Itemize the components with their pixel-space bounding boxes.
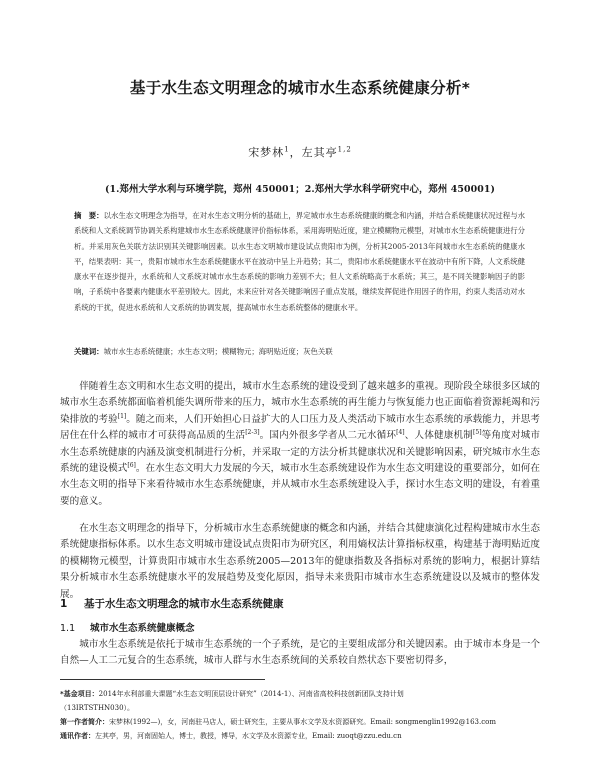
text-run: 、人体健康机制 [404,430,474,442]
text-run: 。随之而来，人们开始担心日益扩大的人口压力及人类活动下城市水生态系统的承载能力，并思考居住在什么样的城市才可获得高品质的生活 [60,413,541,442]
citation-ref: [4] [396,429,405,437]
footnote-first-author [60,715,540,729]
abstract-text: 以水生态文明理念为指导，在对水生态文明分析的基础上，界定城市水生态系统健康的概念和内涵，并结合系统健康状况过程与水系统和人文系统调节协调关系构建城市水生态系统健康评价指标体系，采用海明贴近度，建立模糊物元模型，对城市水生态系统健康进行分析。并采用灰色关联方法识别其关键影响因素。以水生态文明城市建设试点贵阳市为例，分析其2005-2013年间城市水生态系统的健康水平，结果表明：其一，贵阳市城市水生态系统健康水平在波动中呈上升趋势；其二，贵阳市水系统健康水平在波动中有所下降，人文系统健康水平在逐步提升，水系统和人文系统对城市水生态系统的影响力差别不大；但人文系统略高于水系统；其三，是不同关键影响因子的影响，子系统中各要素内健康水平差别较大。因此，未来应针对各关键影响因子重点发展，继续发挥促进作用因子的作用，约束人类活动对水系统的干扰，促进水系统和人文系统的协调发展，提高城市水生态系统整体的健康水平。 [74,211,525,312]
subsection-number: 1.1 [60,623,76,634]
text-run: 伴随着生态文明和水生态文明的提出，城市水生态系统的建设受到了越来越多的重视。现阶段全球很多区域的城市水生态系统都面临着机能失调所带来的压力，城市水生态系统的再生能力与恢复能力也正面临着资源耗竭和污染排放的考验 [60,381,540,425]
paper-title: 基于水生态文明理念的城市水生态系统健康分析* [129,79,471,97]
footnote-funding-cont: （13IRTSTHN030）。 [60,704,135,712]
body-paragraph [60,637,540,670]
footnote-label: 通讯作者： [60,732,95,740]
footnote-label: *基金项目： [60,690,99,698]
body-paragraph [60,379,540,510]
footnote-text: 左其亭，男，河南固始人，博士，教授，博导，水文学及水资源专业，Email: zuoqt@zzu.edu.cn [95,732,402,740]
footnote-label: 第一作者简介： [60,718,109,726]
keywords [74,345,525,359]
affiliation: (1.郑州大学水利与环境学院，郑州 450001；2.郑州大学水科学研究中心，郑州 450001) [104,184,496,195]
text-run: 。在水生态文明大力发展的今天，城市水生态系统建设作为水生态文明建设的重要部分，如何在水生态文明的指导下来看待城市水生态系统健康，并从城市水生态系统建设入手，探讨水生态文明的建设，有着重要的意义。 [60,463,541,507]
footnote-text: 宋梦林(1992—)，女，河南驻马店人，硕士研究生，主要从事水文学及水资源研究。Email: songmenglin1992@163.com [109,718,496,726]
footnote-funding [60,687,540,701]
citation-ref: [1] [117,412,127,420]
author-line [30,144,570,160]
subsection-title: 城市水生态系统健康概念 [90,623,195,634]
footnote-divider [60,679,265,680]
paragraph-text: 在水生态文明理念的指导下，分析城市水生态系统健康的概念和内涵，并结合其健康演化过程构建城市水生态系统健康指标体系。以水生态文明城市建设试点贵阳市为研究区，利用熵权法计算指标权重，构建基于海明贴近度的模糊物元模型，计算贵阳市城市水生态系统2005—2013年的健康指数及各指标对系统的影响力，根据计算结果分析城市水生态系统健康水平的发展趋势及变化原因，指导未来贵阳市城市水生态系统建设以及城市的整体发展。 [60,523,540,600]
abstract [74,208,525,315]
footnote-corresponding-author [60,729,540,743]
text-run: 等角度对城市水生态系统健康的内涵及演变机制进行分析，并采取一定的方法分析其健康状况和关键影响因素，研究城市水生态系统的建设模式 [60,430,541,475]
keywords-label: 关键词： [74,347,104,356]
author-name: 左其亭 [301,146,338,159]
section-number: 1 [60,598,68,610]
text-run: 。国内外很多学者从二元水循环 [259,430,397,442]
author-name: 宋梦林 [248,146,285,159]
body-paragraph [60,521,540,603]
paragraph-text: 城市水生态系统是依托于城市生态系统的一个子系统，是它的主要组成部分和关键因素。由于城市本身是一个自然—人工二元复合的生态系统，城市人群与水生态系统间的关系较自然状态下要密切得多， [60,639,540,667]
author-separator: ， [289,146,302,159]
footnote-text: 2014年水利部重大课题“水生态文明顶层设计研究”（2014-1）、河南省高校科技创新团队支持计划 [98,690,404,698]
author-affiliation-mark: 1 [284,145,290,154]
subsection-heading [60,620,195,634]
citation-ref: [2-3] [245,429,260,437]
footnotes [60,687,540,743]
abstract-label: 摘 要： [74,211,104,220]
keywords-text: 城市水生态系统健康；水生态文明；模糊物元；海明贴近度；灰色关联 [103,347,333,356]
citation-ref: [5] [473,429,482,437]
author-affiliation-mark: 1,2 [337,145,352,154]
section-title: 基于水生态文明理念的城市水生态系统健康 [84,598,284,610]
citation-ref: [6] [127,461,136,469]
section-heading [60,596,284,611]
